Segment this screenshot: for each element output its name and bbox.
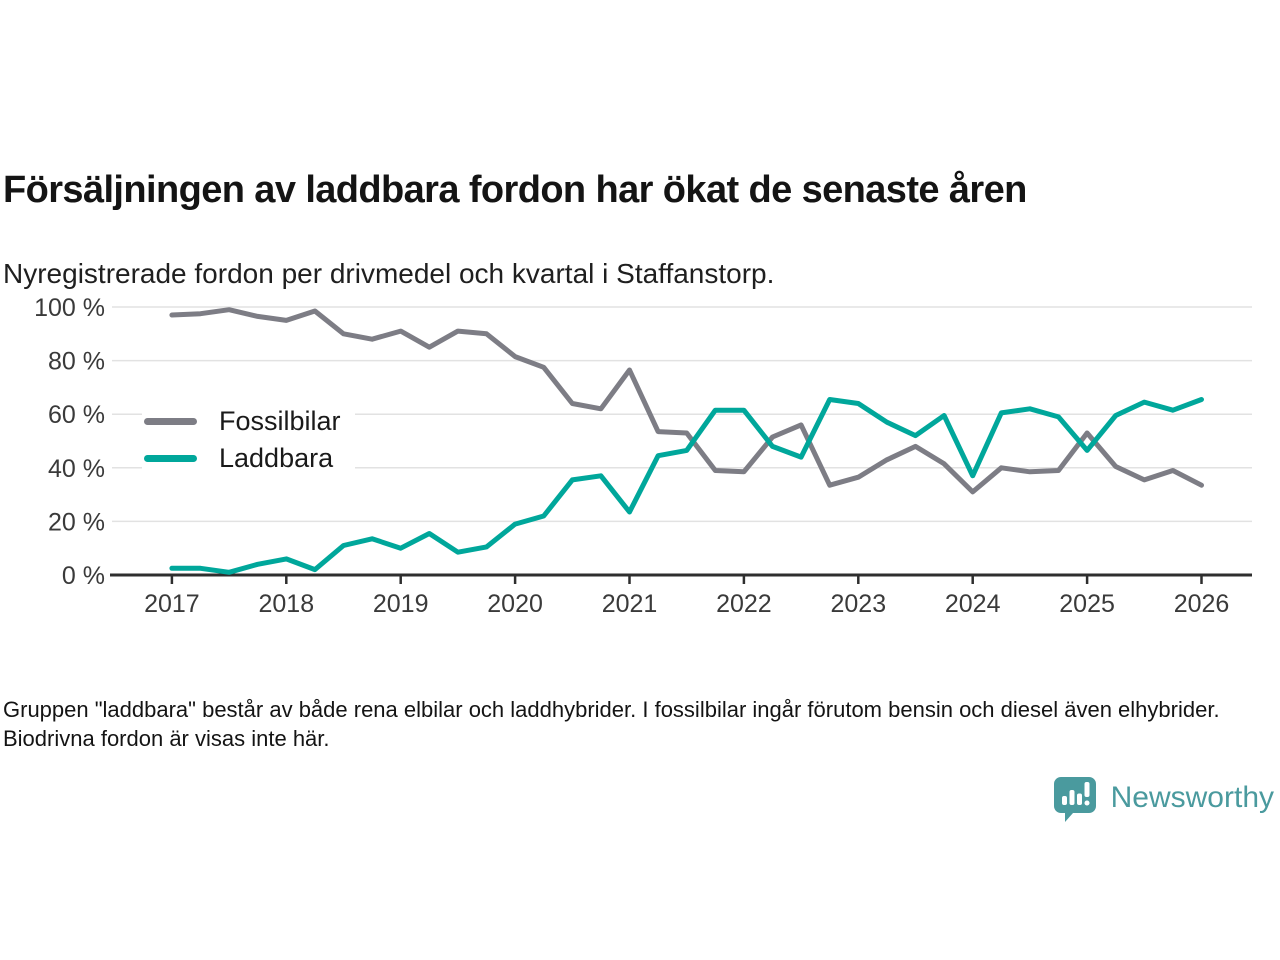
- y-tick-label: 60 %: [48, 401, 105, 430]
- newsworthy-wordmark: Newsworthy: [1110, 781, 1274, 814]
- y-tick-label: 40 %: [48, 454, 105, 483]
- x-tick-label: 2025: [1059, 590, 1115, 618]
- y-tick-label: 20 %: [48, 508, 105, 537]
- x-tick-label: 2018: [258, 590, 315, 618]
- x-tick-label: 2023: [830, 590, 887, 618]
- x-tick-label: 2017: [144, 590, 200, 618]
- fossilbilar-line-swatch-icon: [144, 418, 197, 425]
- x-tick-label: 2021: [601, 590, 658, 618]
- chart-subtitle: Nyregistrerade fordon per drivmedel och kvartal i Staffanstorp.: [3, 258, 775, 289]
- chart-footnote: Gruppen "laddbara" består av både rena elbilar och laddhybrider. I fossilbilar ingår förutom bensin och diesel även elhybrider. Biodrivna fordon är visas inte här.: [3, 697, 1220, 751]
- y-tick-label: 80 %: [48, 347, 105, 376]
- x-tick-label: 2026: [1173, 590, 1230, 618]
- legend-item-laddbara: [144, 440, 341, 477]
- newsworthy-branding: [1051, 774, 1274, 822]
- x-tick-label: 2020: [487, 590, 543, 618]
- legend-label: Laddbara: [219, 443, 334, 473]
- page-title: Försäljningen av laddbara fordon har ökat de senaste åren: [3, 169, 1027, 212]
- x-tick-label: 2024: [944, 590, 1001, 618]
- laddbara-line-swatch-icon: [144, 455, 197, 462]
- speech-bubble-bar-chart-icon: [1051, 774, 1099, 822]
- legend-label: Fossilbilar: [219, 406, 341, 436]
- y-tick-label: 100 %: [34, 294, 105, 322]
- x-tick-label: 2022: [716, 590, 772, 618]
- y-tick-label: 0 %: [61, 562, 105, 590]
- x-tick-label: 2019: [372, 590, 429, 618]
- chart-legend: [142, 401, 355, 479]
- legend-item-fossilbilar: [144, 403, 341, 440]
